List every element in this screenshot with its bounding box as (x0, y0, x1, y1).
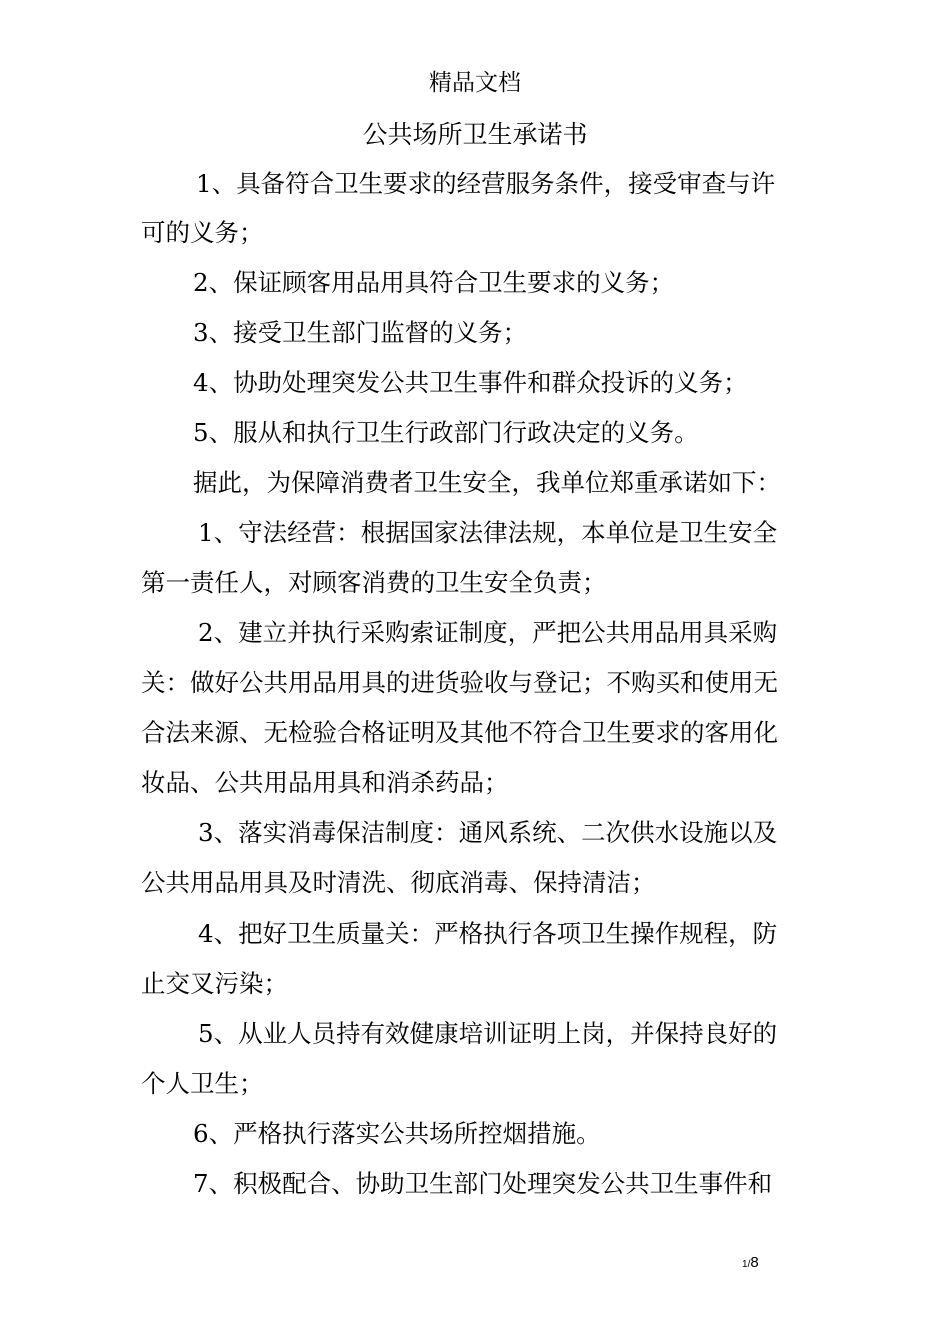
body-line: 4、协助处理突发公共卫生事件和群众投诉的义务； (193, 368, 748, 397)
body-line: 合法来源、无检验合格证明及其他不符合卫生要求的客用化 (141, 718, 778, 747)
body-line: 6、严格执行落实公共场所控烟措施。 (193, 1119, 601, 1148)
body-line: 个人卫生； (141, 1069, 264, 1098)
document-header: 精品文档 (429, 70, 521, 96)
body-line: 5、服从和执行卫生行政部门行政决定的义务。 (193, 418, 699, 447)
page-separator: / (747, 1259, 751, 1270)
body-line: 妆品、公共用品用具和消杀药品； (141, 768, 509, 797)
body-line: 7、积极配合、协助卫生部门处理突发公共卫生事件和 (193, 1169, 773, 1198)
body-line: 关：做好公共用品用具的进货验收与登记；不购买和使用无 (141, 668, 778, 697)
page-total: 8 (750, 1254, 759, 1271)
body-line: 3、接受卫生部门监督的义务； (193, 318, 528, 347)
body-line: 1、具备符合卫生要求的经营服务条件，接受审查与许 (196, 169, 776, 198)
body-line: 第一责任人，对顾客消费的卫生安全负责； (141, 568, 607, 597)
body-line: 1、守法经营：根据国家法律法规，本单位是卫生安全 (198, 518, 778, 547)
page-number (742, 1254, 759, 1274)
document-title: 公共场所卫生承诺书 (362, 120, 588, 149)
body-line: 止交叉污染； (141, 969, 288, 998)
page-current: 1 (742, 1259, 748, 1270)
body-line: 3、落实消毒保洁制度：通风系统、二次供水设施以及 (198, 818, 778, 847)
body-line: 据此，为保障消费者卫生安全，我单位郑重承诺如下： (193, 468, 781, 497)
body-line: 5、从业人员持有效健康培训证明上岗，并保持良好的 (198, 1019, 778, 1048)
body-line: 4、把好卫生质量关：严格执行各项卫生操作规程，防 (198, 919, 778, 948)
body-line: 2、保证顾客用品用具符合卫生要求的义务； (193, 268, 675, 297)
body-line: 2、建立并执行采购索证制度，严把公共用品用具采购 (198, 618, 778, 647)
body-line: 公共用品用具及时清洗、彻底消毒、保持清洁； (141, 868, 656, 897)
body-line: 可的义务； (141, 218, 264, 247)
